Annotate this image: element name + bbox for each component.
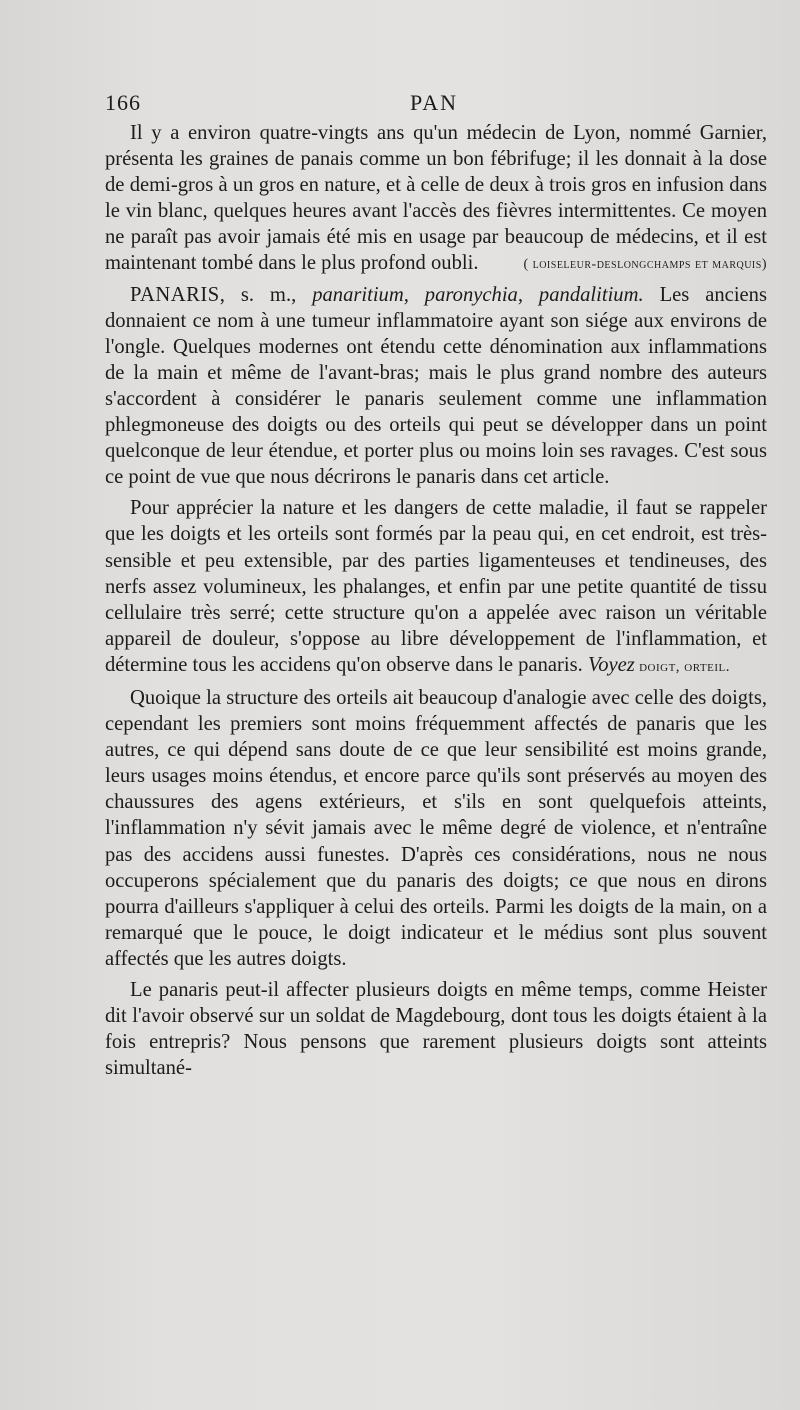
entry-grammar: , s. m., bbox=[219, 283, 313, 306]
paragraph-text: Quoique la structure des orteils ait beaucoup d'analogie avec celle des doigts, cependant les premiers sont moins fréquemment affectés de panaris que les autres, ce qui dépend sans doute de ce que leur sensibilité est moins grande, leurs usages moins étendus, et encore parce qu'ils sont préservés au moyen des chaussures des agens extérieurs, et s'ils en sont quelquefois atteints, l'inflammation n'y sévit jamais avec le même degré de violence, et n'entraîne pas des accidens aussi funestes. D'après ces considérations, nous ne nous occuperons spécialement que du panaris des doigts; ce que nous en dirons pourra d'ailleurs s'appliquer à celui des orteils. Parmi les doigts de la main, on a remarqué que le pouce, le doigt indicateur et le médius sont plus souvent affectés que les autres doigts. bbox=[105, 686, 767, 970]
paragraph-orteils bbox=[105, 685, 767, 972]
page-header bbox=[105, 90, 765, 122]
entry-headword: PANARIS bbox=[130, 283, 220, 306]
paragraph-text: Il y a environ quatre-vingts ans qu'un médecin de Lyon, nommé Garnier, présenta les graines de panais comme un bon fébrifuge; il les donnait à la dose de demi-gros à un gros en nature, et à celle de deux à trois gros en infusion dans le vin blanc, quelques heures avant l'accès des fièvres intermittentes. Ce moyen ne paraît pas avoir jamais été mis en usage par beaucoup de médecins, et il est maintenant tombé dans le plus profond oubli. bbox=[105, 122, 767, 275]
paragraph-plusieurs-doigts bbox=[105, 977, 767, 1081]
paragraph-panais bbox=[105, 120, 767, 277]
paragraph-text: Le panaris peut-il affecter plusieurs doigts en même temps, comme Heister dit l'avoir observé sur un soldat de Magdebourg, dont tous les doigts étaient à la fois entrepris? Nous pensons que rarement plusieurs doigts sont atteints simultané- bbox=[105, 979, 767, 1080]
body-text bbox=[105, 120, 767, 1081]
paragraph-text: Les anciens donnaient ce nom à une tumeur inflammatoire ayant son siége aux environs de l'ongle. Quelques modernes ont étendu cette dénomination aux inflammations de la main et même de l'avant-bras; mais le plus grand nombre des auteurs s'accordent à considérer le panaris seulement comme une inflammation phlegmoneuse des doigts ou des orteils qui peut se développer dans un point quelconque de leur étendue, et porter plus ou moins loin ses ravages. C'est sous ce point de vue que nous décrirons le panaris dans cet article. bbox=[105, 283, 767, 489]
running-head: PAN bbox=[410, 90, 458, 115]
paragraph-text: Pour apprécier la nature et les dangers de cette maladie, il faut se rappeler que les doigts et les orteils sont formés par la peau qui, en cet endroit, est très-sensible et peu extensible, par des parties ligamenteuses et tendineuses, des nerfs assez volumineux, les phalanges, et enfin par une petite quantité de tissu cellulaire très serré; cette structure qu'on a appelée avec raison un véritable appareil de douleur, s'oppose au libre développement de l'inflammation, et détermine tous les accidens qu'on observe dans le panaris. bbox=[105, 497, 767, 676]
author-attribution: ( loiseleur-deslongchamps et marquis) bbox=[523, 257, 767, 273]
see-also-label: Voyez bbox=[587, 653, 635, 676]
cross-references: doigt, orteil. bbox=[634, 658, 730, 675]
paragraph-panaris-definition bbox=[105, 282, 767, 491]
entry-latin-names: panaritium, paronychia, pandalitium. bbox=[312, 283, 644, 306]
page-number: 166 bbox=[105, 90, 141, 115]
paragraph-nature bbox=[105, 495, 767, 680]
